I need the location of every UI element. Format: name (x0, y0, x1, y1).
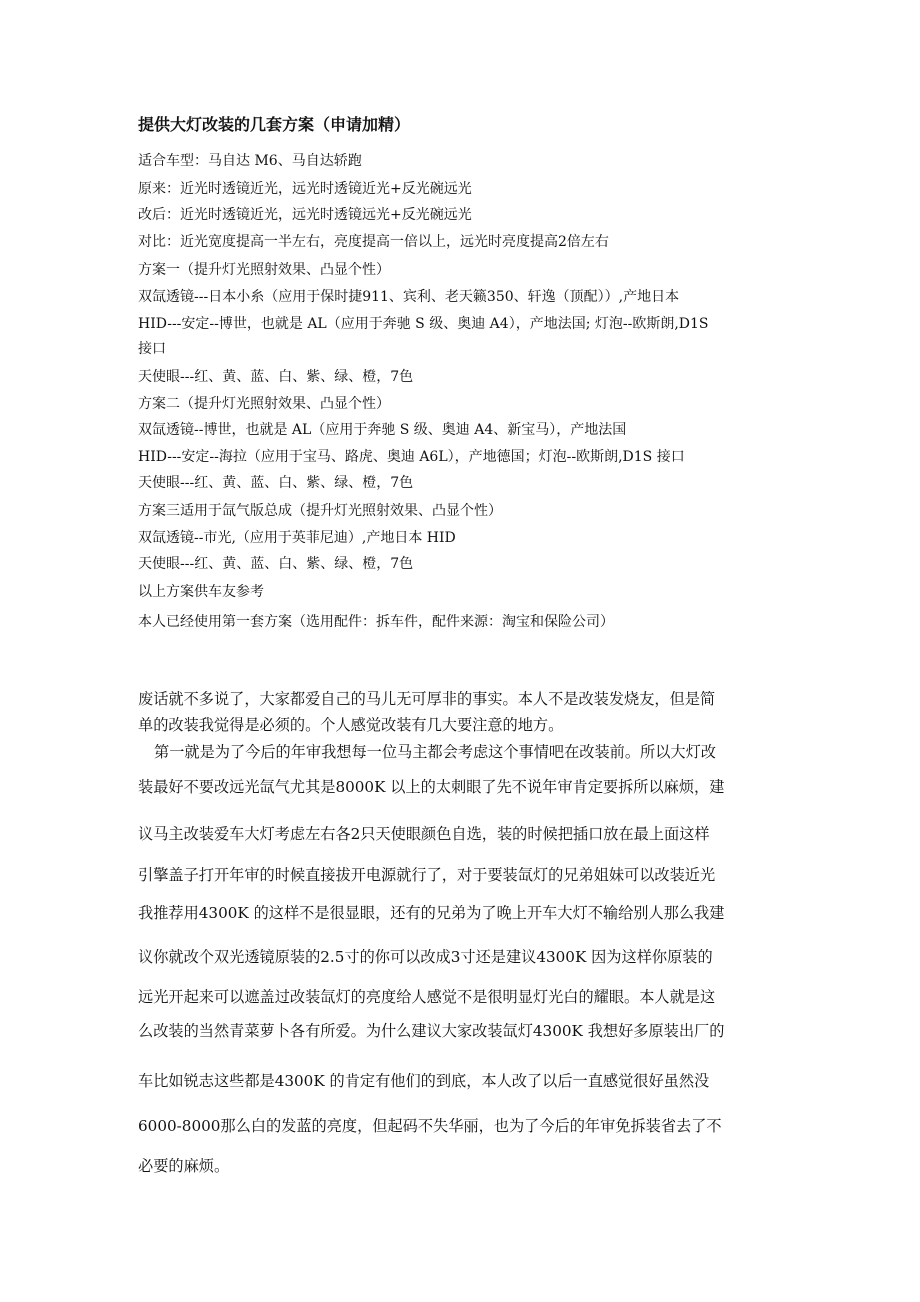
spec-line: 以上方案供车友参考 (138, 584, 264, 600)
document-title: 提供大灯改装的几套方案（申请加精） (138, 115, 411, 134)
spec-line: 原来：近光时透镜近光，远光时透镜近光+反光碗远光 (138, 181, 472, 197)
body-line: 远光开起来可以遮盖过改装氙灯的亮度给人感觉不是很明显灯光白的耀眼。本人就是这 (138, 988, 716, 1006)
spec-line: 方案一（提升灯光照射效果、凸显个性） (138, 262, 390, 278)
body-line: 第一就是为了今后的年审我想每一位马主都会考虑这个事情吧在改装前。所以大灯改 (154, 743, 716, 761)
spec-line: 方案三适用于氙气版总成（提升灯光照射效果、凸显个性） (138, 503, 502, 519)
body-line: 引擎盖子打开年审的时候直接拔开电源就行了，对于要装氙灯的兄弟姐妹可以改装近光 (138, 866, 716, 884)
body-line: 单的改装我觉得是必须的。个人感觉改装有几大要注意的地方。 (138, 716, 564, 734)
spec-line: 方案二（提升灯光照射效果、凸显个性） (138, 396, 390, 412)
spec-line: 双氙透镜--博世，也就是 AL（应用于奔驰 S 级、奥迪 A4、新宝马），产地法国 (138, 422, 627, 438)
spec-line: 双氙透镜--市光,（应用于英菲尼迪）,产地日本 HID (138, 530, 456, 546)
spec-line: 改后：近光时透镜近光，远光时透镜远光+反光碗远光 (138, 207, 472, 223)
spec-line: HID---安定--海拉（应用于宝马、路虎、奥迪 A6L），产地德国；灯泡--欧斯朗,D1S 接口 (138, 449, 685, 465)
body-line: 议马主改装爱车大灯考虑左右各2只天使眼颜色自选，装的时候把插口放在最上面这样 (138, 825, 710, 843)
body-line: 车比如锐志这些都是4300K 的肯定有他们的到底，本人改了以后一直感觉很好虽然没 (138, 1072, 710, 1090)
spec-line: 适合车型：马自达 M6、马自达轿跑 (138, 153, 362, 169)
body-line: 6000-8000那么白的发蓝的亮度，但起码不失华丽，也为了今后的年审免拆装省去了不 (138, 1117, 722, 1135)
body-line: 废话就不多说了，大家都爱自己的马儿无可厚非的事实。本人不是改装发烧友，但是简 (138, 690, 716, 708)
body-line: 么改装的当然青菜萝卜各有所爱。为什么建议大家改装氙灯4300K 我想好多原装出厂的 (138, 1022, 725, 1040)
spec-line: 接口 (138, 341, 166, 357)
body-line: 议你就改个双光透镜原装的2.5寸的你可以改成3寸还是建议4300K 因为这样你原装的 (138, 948, 713, 966)
body-line: 我推荐用4300K 的这样不是很显眼，还有的兄弟为了晚上开车大灯不输给别人那么我建 (138, 904, 725, 922)
spec-line: HID---安定--博世，也就是 AL（应用于奔驰 S 级、奥迪 A4），产地法国; 灯泡--欧斯朗,D1S (138, 316, 709, 332)
spec-line: 对比：近光宽度提高一半左右，亮度提高一倍以上，远光时亮度提高2倍左右 (138, 234, 609, 250)
spec-line: 双氙透镜---日本小糸（应用于保时捷911、宾利、老天籁350、轩逸（顶配））,产地日本 (138, 289, 680, 305)
spec-line: 天使眼---红、黄、蓝、白、紫、绿、橙，7色 (138, 369, 414, 385)
spec-line: 天使眼---红、黄、蓝、白、紫、绿、橙，7色 (138, 556, 414, 572)
body-line: 必要的麻烦。 (138, 1157, 230, 1175)
spec-line: 天使眼---红、黄、蓝、白、紫、绿、橙，7色 (138, 475, 414, 491)
spec-line: 本人已经使用第一套方案（选用配件：拆车件，配件来源：淘宝和保险公司） (138, 614, 614, 630)
body-line: 装最好不要改远光氙气尤其是8000K 以上的太刺眼了先不说年审肯定要拆所以麻烦，建 (138, 778, 725, 796)
